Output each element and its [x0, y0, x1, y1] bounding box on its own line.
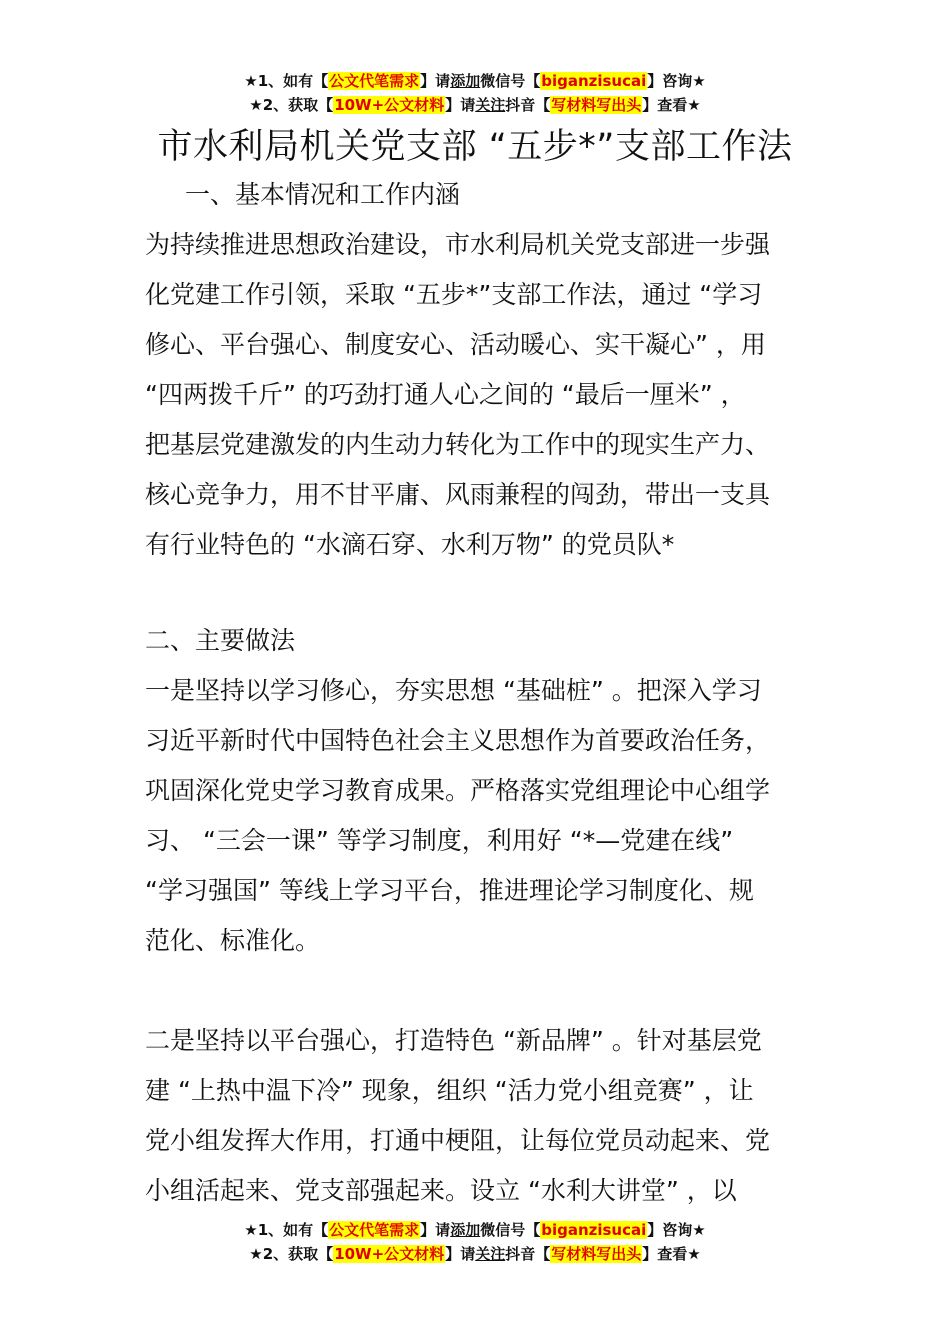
promo-text: 】咨询★: [647, 72, 706, 90]
section-2-paragraph-2: [145, 1016, 810, 1216]
promo-highlight: 写材料写出头: [551, 1245, 642, 1263]
text-line: 小组活起来、党支部强起来。设立 “水利大讲堂” ，以: [145, 1176, 737, 1205]
promo-line-1: [0, 1218, 950, 1242]
promo-text: 】查看★: [642, 1245, 701, 1263]
text-line: 习、 “三会一课” 等学习制度，利用好 “*—党建在线”: [145, 826, 734, 855]
promo-highlight: biganzisucai: [541, 1221, 647, 1239]
document-title: 市水利局机关党支部 “五步*”支部工作法: [157, 127, 793, 167]
text-line: 巩固深化党史学习教育成果。严格落实党组理论中心组学: [145, 776, 771, 805]
promo-underlined: 关注: [475, 96, 506, 114]
promo-line-2: [0, 1242, 950, 1266]
promo-text: 微信号【: [480, 1221, 541, 1239]
promo-highlight: 10W+公文材料: [334, 96, 445, 114]
promo-highlight: 10W+公文材料: [334, 1245, 445, 1263]
top-promo-banner: [0, 69, 950, 117]
promo-text: ★2、获取【: [249, 1245, 334, 1263]
text-line: 一是坚持以学习修心，夯实思想 “基础桩” 。把深入学习: [145, 676, 762, 705]
promo-text: 】请: [445, 1245, 476, 1263]
promo-text: 】查看★: [642, 96, 701, 114]
promo-highlight: biganzisucai: [541, 72, 647, 90]
promo-underlined: 添加: [450, 1221, 481, 1239]
text-line: 修心、平台强心、制度安心、活动暖心、实干凝心” ，用: [145, 330, 766, 359]
text-line: 党小组发挥大作用，打通中梗阻，让每位党员动起来、党: [145, 1126, 771, 1155]
promo-text: 】请: [420, 1221, 451, 1239]
section-1-paragraph: [145, 220, 810, 570]
section-2-heading: 二、主要做法: [145, 626, 296, 655]
promo-highlight: 公文代笔需求: [329, 72, 420, 90]
text-line: 范化、标准化。: [145, 926, 321, 955]
promo-line-1: [0, 69, 950, 93]
text-line: 有行业特色的 “水滴石穿、水利万物” 的党员队*: [145, 530, 675, 559]
text-line: 化党建工作引领，采取 “五步*”支部工作法，通过 “学习: [145, 280, 763, 309]
text-line: 习近平新时代中国特色社会主义思想作为首要政治任务，: [145, 726, 771, 755]
promo-highlight: 公文代笔需求: [329, 1221, 420, 1239]
promo-text: 微信号【: [480, 72, 541, 90]
promo-text: 抖音【: [505, 1245, 551, 1263]
text-line: 为持续推进思想政治建设，市水利局机关党支部进一步强: [145, 230, 771, 259]
promo-underlined: 关注: [475, 1245, 506, 1263]
promo-text: 抖音【: [505, 96, 551, 114]
text-line: “学习强国” 等线上学习平台，推进理论学习制度化、规: [145, 876, 754, 905]
promo-text: 】请: [445, 96, 476, 114]
promo-text: ★2、获取【: [249, 96, 334, 114]
promo-text: 】咨询★: [647, 1221, 706, 1239]
promo-text: ★1、如有【: [244, 1221, 329, 1239]
promo-line-2: [0, 93, 950, 117]
promo-text: 】请: [420, 72, 451, 90]
promo-underlined: 添加: [450, 72, 481, 90]
text-line: “四两拨千斤” 的巧劲打通人心之间的 “最后一厘米” ，: [145, 380, 746, 409]
text-line: 核心竞争力，用不甘平庸、风雨兼程的闯劲，带出一支具: [145, 480, 771, 509]
text-line: 把基层党建激发的内生动力转化为工作中的现实生产力、: [145, 430, 771, 459]
section-2-paragraph-1: [145, 666, 810, 966]
promo-highlight: 写材料写出头: [551, 96, 642, 114]
text-line: 建 “上热中温下冷” 现象，组织 “活力党小组竞赛” ，让: [145, 1076, 754, 1105]
section-1-heading: 一、基本情况和工作内涵: [185, 180, 461, 209]
text-line: 二是坚持以平台强心，打造特色 “新品牌” 。针对基层党: [145, 1026, 762, 1055]
bottom-promo-banner: [0, 1218, 950, 1266]
promo-text: ★1、如有【: [244, 72, 329, 90]
